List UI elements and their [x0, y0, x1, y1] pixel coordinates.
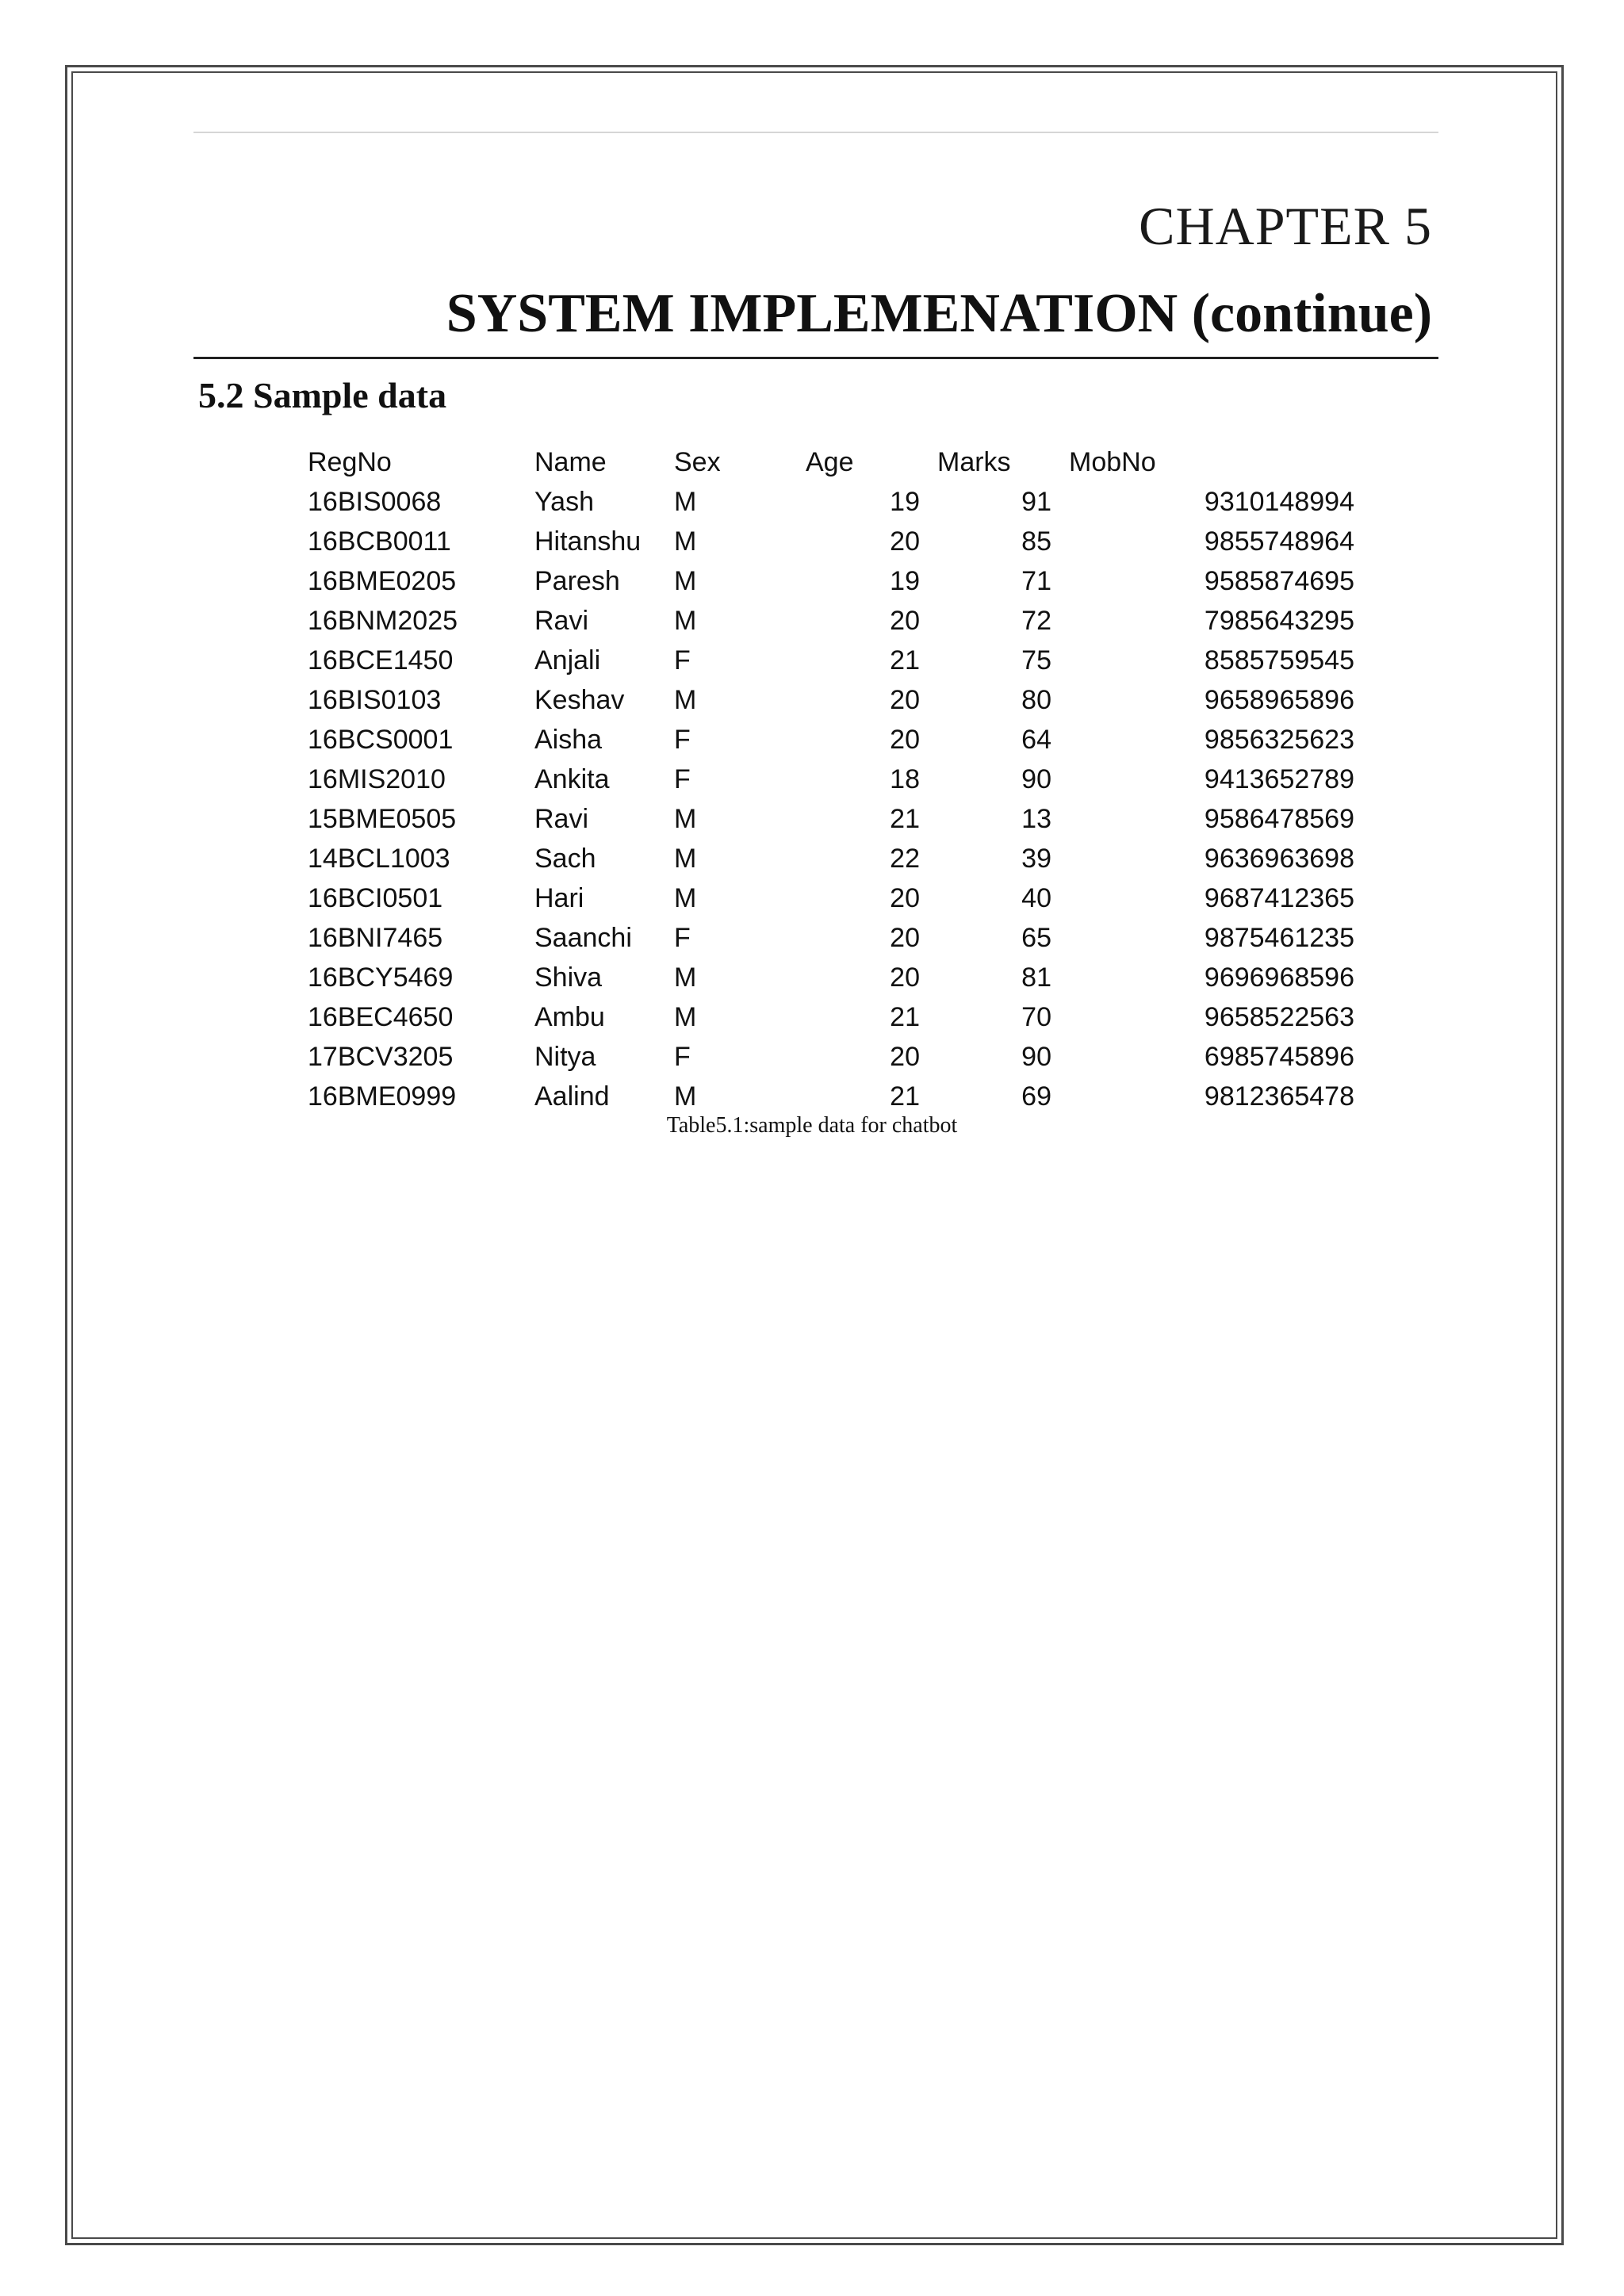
cell-age: 20	[890, 1042, 920, 1072]
cell-marks: 90	[1021, 764, 1051, 794]
cell-sex: M	[674, 566, 697, 596]
cell-regno: 16BCI0501	[308, 883, 443, 913]
cell-name: Keshav	[534, 685, 625, 715]
cell-mobno: 9696968596	[1204, 962, 1354, 993]
cell-marks: 85	[1021, 526, 1051, 557]
cell-mobno: 6985745896	[1204, 1042, 1354, 1072]
cell-name: Nitya	[534, 1042, 596, 1072]
cell-name: Ambu	[534, 1002, 605, 1032]
cell-age: 18	[890, 764, 920, 794]
header-marks: Marks	[937, 447, 1011, 477]
cell-marks: 69	[1021, 1081, 1051, 1112]
table-row	[308, 680, 1354, 720]
cell-regno: 16BIS0068	[308, 487, 442, 517]
cell-regno: 16BME0205	[308, 566, 457, 596]
cell-regno: 16BCY5469	[308, 962, 454, 993]
cell-sex: M	[674, 844, 697, 874]
title-rule	[193, 357, 1438, 359]
table-row	[308, 839, 1354, 878]
cell-sex: F	[674, 725, 691, 755]
cell-sex: M	[674, 1081, 697, 1112]
cell-name: Aisha	[534, 725, 603, 755]
cell-name: Paresh	[534, 566, 620, 596]
cell-age: 19	[890, 487, 920, 517]
cell-age: 20	[890, 725, 920, 755]
table-row	[308, 918, 1354, 958]
cell-name: Hitanshu	[534, 526, 642, 557]
cell-regno: 16MIS2010	[308, 764, 446, 794]
header-name: Name	[534, 447, 607, 477]
table-row	[308, 799, 1354, 839]
header-regno: RegNo	[308, 447, 392, 477]
cell-marks: 71	[1021, 566, 1051, 596]
table-row	[308, 522, 1354, 561]
table-row	[308, 720, 1354, 760]
cell-name: Shiva	[534, 962, 603, 993]
cell-age: 20	[890, 606, 920, 636]
cell-mobno: 9636963698	[1204, 844, 1354, 874]
cell-marks: 70	[1021, 1002, 1051, 1032]
cell-regno: 16BNI7465	[308, 923, 443, 953]
cell-name: Anjali	[534, 645, 601, 675]
cell-mobno: 9875461235	[1204, 923, 1354, 953]
cell-marks: 90	[1021, 1042, 1051, 1072]
cell-mobno: 9856325623	[1204, 725, 1354, 755]
table-row	[308, 997, 1354, 1037]
cell-regno: 16BCS0001	[308, 725, 454, 755]
cell-mobno: 9586478569	[1204, 804, 1354, 834]
cell-name: Sach	[534, 844, 596, 874]
cell-marks: 81	[1021, 962, 1051, 993]
cell-name: Saanchi	[534, 923, 632, 953]
cell-regno: 16BCE1450	[308, 645, 454, 675]
header-age: Age	[806, 447, 854, 477]
table-row	[308, 561, 1354, 601]
cell-regno: 16BCB0011	[308, 526, 451, 557]
cell-marks: 72	[1021, 606, 1051, 636]
cell-sex: M	[674, 685, 697, 715]
cell-mobno: 8585759545	[1204, 645, 1354, 675]
cell-age: 20	[890, 883, 920, 913]
cell-age: 21	[890, 645, 920, 675]
cell-sex: F	[674, 1042, 691, 1072]
table-row	[308, 601, 1354, 641]
cell-name: Ravi	[534, 804, 589, 834]
cell-regno: 15BME0505	[308, 804, 457, 834]
header-rule	[193, 132, 1438, 133]
table-row	[308, 958, 1354, 997]
cell-age: 20	[890, 526, 920, 557]
cell-sex: M	[674, 804, 697, 834]
cell-sex: F	[674, 923, 691, 953]
cell-regno: 16BIS0103	[308, 685, 442, 715]
section-heading: 5.2 Sample data	[198, 375, 447, 415]
cell-sex: M	[674, 883, 697, 913]
cell-name: Yash	[534, 487, 594, 517]
cell-age: 20	[890, 923, 920, 953]
cell-marks: 75	[1021, 645, 1051, 675]
cell-mobno: 9413652789	[1204, 764, 1354, 794]
chapter-number: CHAPTER 5	[1139, 196, 1432, 256]
cell-mobno: 9812365478	[1204, 1081, 1354, 1112]
cell-marks: 39	[1021, 844, 1051, 874]
cell-marks: 91	[1021, 487, 1051, 517]
cell-marks: 64	[1021, 725, 1051, 755]
cell-marks: 80	[1021, 685, 1051, 715]
cell-mobno: 7985643295	[1204, 606, 1354, 636]
cell-name: Ankita	[534, 764, 610, 794]
cell-sex: M	[674, 487, 697, 517]
cell-sex: M	[674, 606, 697, 636]
table-row	[308, 641, 1354, 680]
table-row	[308, 878, 1354, 918]
cell-age: 21	[890, 1002, 920, 1032]
table-body	[308, 482, 1354, 1116]
cell-regno: 16BNM2025	[308, 606, 458, 636]
cell-name: Hari	[534, 883, 584, 913]
cell-age: 20	[890, 962, 920, 993]
header-mobno: MobNo	[1069, 447, 1156, 477]
cell-name: Ravi	[534, 606, 589, 636]
cell-name: Aalind	[534, 1081, 610, 1112]
cell-mobno: 9855748964	[1204, 526, 1354, 557]
cell-age: 21	[890, 804, 920, 834]
cell-mobno: 9585874695	[1204, 566, 1354, 596]
table-row	[308, 482, 1354, 522]
cell-age: 21	[890, 1081, 920, 1112]
cell-age: 20	[890, 685, 920, 715]
cell-mobno: 9658965896	[1204, 685, 1354, 715]
table-row	[308, 1077, 1354, 1116]
cell-marks: 65	[1021, 923, 1051, 953]
cell-marks: 40	[1021, 883, 1051, 913]
cell-regno: 17BCV3205	[308, 1042, 454, 1072]
cell-sex: M	[674, 1002, 697, 1032]
cell-mobno: 9687412365	[1204, 883, 1354, 913]
sample-data-table	[308, 442, 1354, 1116]
table-row	[308, 1037, 1354, 1077]
header-sex: Sex	[674, 447, 721, 477]
cell-mobno: 9310148994	[1204, 487, 1354, 517]
table-row	[308, 760, 1354, 799]
cell-regno: 16BME0999	[308, 1081, 457, 1112]
cell-regno: 16BEC4650	[308, 1002, 454, 1032]
table-caption: Table5.1:sample data for chatbot	[666, 1113, 958, 1138]
cell-sex: F	[674, 764, 691, 794]
chapter-title: SYSTEM IMPLEMENATION (continue)	[446, 283, 1432, 344]
table-header-row	[308, 442, 1354, 482]
cell-sex: F	[674, 645, 691, 675]
cell-sex: M	[674, 962, 697, 993]
cell-mobno: 9658522563	[1204, 1002, 1354, 1032]
cell-age: 19	[890, 566, 920, 596]
cell-marks: 13	[1021, 804, 1051, 834]
cell-age: 22	[890, 844, 920, 874]
cell-regno: 14BCL1003	[308, 844, 450, 874]
cell-sex: M	[674, 526, 697, 557]
